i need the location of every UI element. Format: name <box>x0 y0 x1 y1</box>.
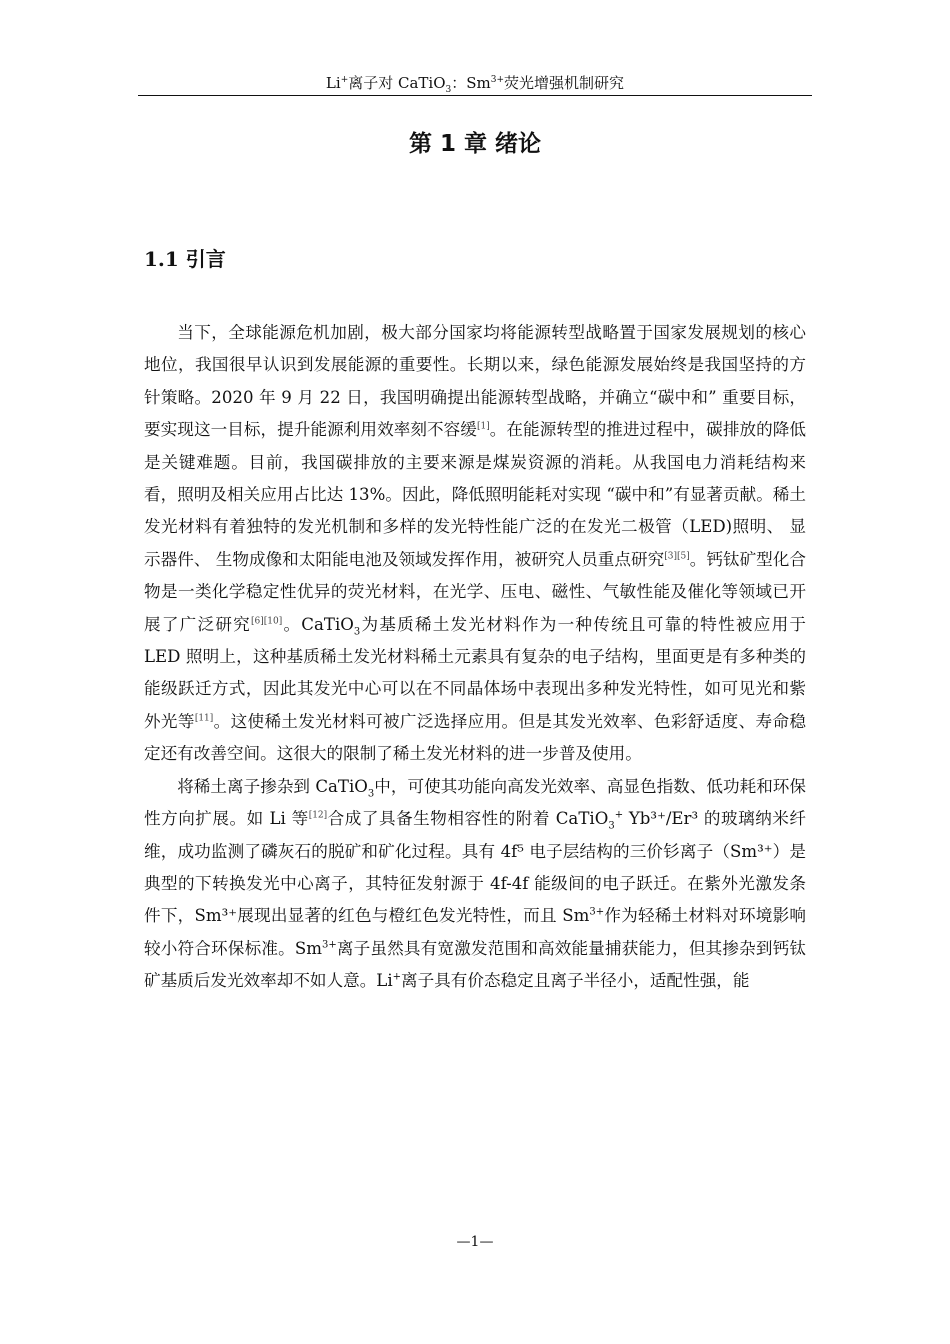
chapter-title: 第 1 章 绪论 <box>408 131 542 157</box>
citation-12: [12] <box>308 810 328 821</box>
p2-sup-3plus-a: 3+ <box>589 906 605 918</box>
paragraph-1 <box>144 317 806 771</box>
section-title: 1.1 引言 <box>144 247 226 271</box>
header-o-sub: 3 <box>445 85 452 95</box>
p2-text-1: 将稀土离子掺杂到 CaTiO <box>177 776 368 796</box>
p2-text-4: Yb³⁺/Er³ 的玻璃纳米纤维，成功监测了磷灰石的脱矿和矿化过程。具有 4f⁵ 电子层结构的三价钐离子（Sm³⁺）是典型的下转换发光中心离子，其特征发射源于 4f-4f 能级间的电子跃迁。在紫外光激发条件下，Sm³⁺展现出显著的红色与橙红色发光特性，而且 Sm <box>144 809 806 926</box>
header-rule <box>138 95 812 96</box>
p1-text-1: 当下，全球能源危机加剧，极大部分国家均将能源转型战略置于国家发展规划的核心地位，我国很早认识到发展能源的重要性。长期以来，绿色能源发展始终是我国坚持的方针策略。2020 年 9 月 22 日，我国明确提出能源转型战略，并确立“碳中和” 重要目标，要实现这一目标，提升能源利用效率刻不容缓 <box>144 323 806 440</box>
p2-sup-plus-li: + <box>392 971 402 983</box>
p2-sub-3b: 3 <box>608 820 615 832</box>
p1-text-2: 。在能源转型的推进过程中，碳排放的降低是关键难题。目前，我国碳排放的主要来源是煤炭资源的消耗。从我国电力消耗结构来看，照明及相关应用占比达 13%。因此，降低照明能耗对实现 “碳中和”有显著贡献。稀土发光材料有着独特的发光机制和多样的发光特性能广泛的在发光二极管（LED)照明、 显示器件、 生物成像和太阳能电池及领域发挥作用，被研究人员重点研究 <box>144 420 807 569</box>
p2-text-2: 中，可使其功能向高发光效率、高显色指数、低功耗和环保性方向扩展。如 Li 等 <box>144 776 807 829</box>
header-text-1: 离子对 CaTiO <box>348 74 446 92</box>
p1-text-6: 。这使稀土发光材料可被广泛选择应用。但是其发光效率、色彩舒适度、寿命稳定还有改善空间。这很大的限制了稀土发光材料的进一步普及使用。 <box>144 711 807 764</box>
p1-text-5: 为基质稀土发光材料作为一种传统且可靠的特性被应用于 LED 照明上，这种基质稀土发光材料稀土元素具有复杂的电子结构，里面更是有多种类的能级跃迁方式，因此其发光中心可以在不同晶体场中表现出多种发光特性，如可见光和紫外光等 <box>144 614 806 731</box>
header-li-sup: + <box>340 75 349 85</box>
header-sm-sup: 3+ <box>490 75 505 85</box>
p1-text-4: 。CaTiO <box>282 614 354 634</box>
citation-1: [1] <box>476 421 490 432</box>
running-header <box>138 74 812 95</box>
header-text-3: 荧光增强机制研究 <box>504 74 625 92</box>
p1-sub-3: 3 <box>353 625 361 637</box>
citation-3-5: [3][5] <box>664 551 690 562</box>
p2-text-5: 作为轻稀土材料对环境影响较小符合环保标准。Sm <box>144 906 807 958</box>
header-li: Li <box>325 74 341 92</box>
citation-6-10: [6][10] <box>250 616 283 627</box>
p2-text-7: 离子具有价态稳定且离子半径小，适配性强，能 <box>401 971 750 991</box>
body-text <box>144 317 806 998</box>
page-number: —1— <box>456 1234 494 1250</box>
p2-sup-plus: + <box>614 809 624 821</box>
p2-text-6: 离子虽然具有宽激发范围和高效能量捕获能力，但其掺杂到钙钛矿基质后发光效率却不如人意。Li <box>144 938 806 991</box>
paragraph-2 <box>144 771 806 998</box>
p1-text-3: 。钙钛矿型化合物是一类化学稳定性优异的荧光材料，在光学、压电、磁性、气敏性能及催化等领域已开展了广泛研究 <box>144 549 806 634</box>
p2-sub-3a: 3 <box>367 788 375 799</box>
citation-11: [11] <box>194 713 214 724</box>
p2-sup-3plus-b: 3+ <box>321 939 337 951</box>
header-text-2: ：Sm <box>451 74 491 92</box>
p2-text-3: 合成了具备生物相容性的附着 CaTiO <box>327 809 609 829</box>
